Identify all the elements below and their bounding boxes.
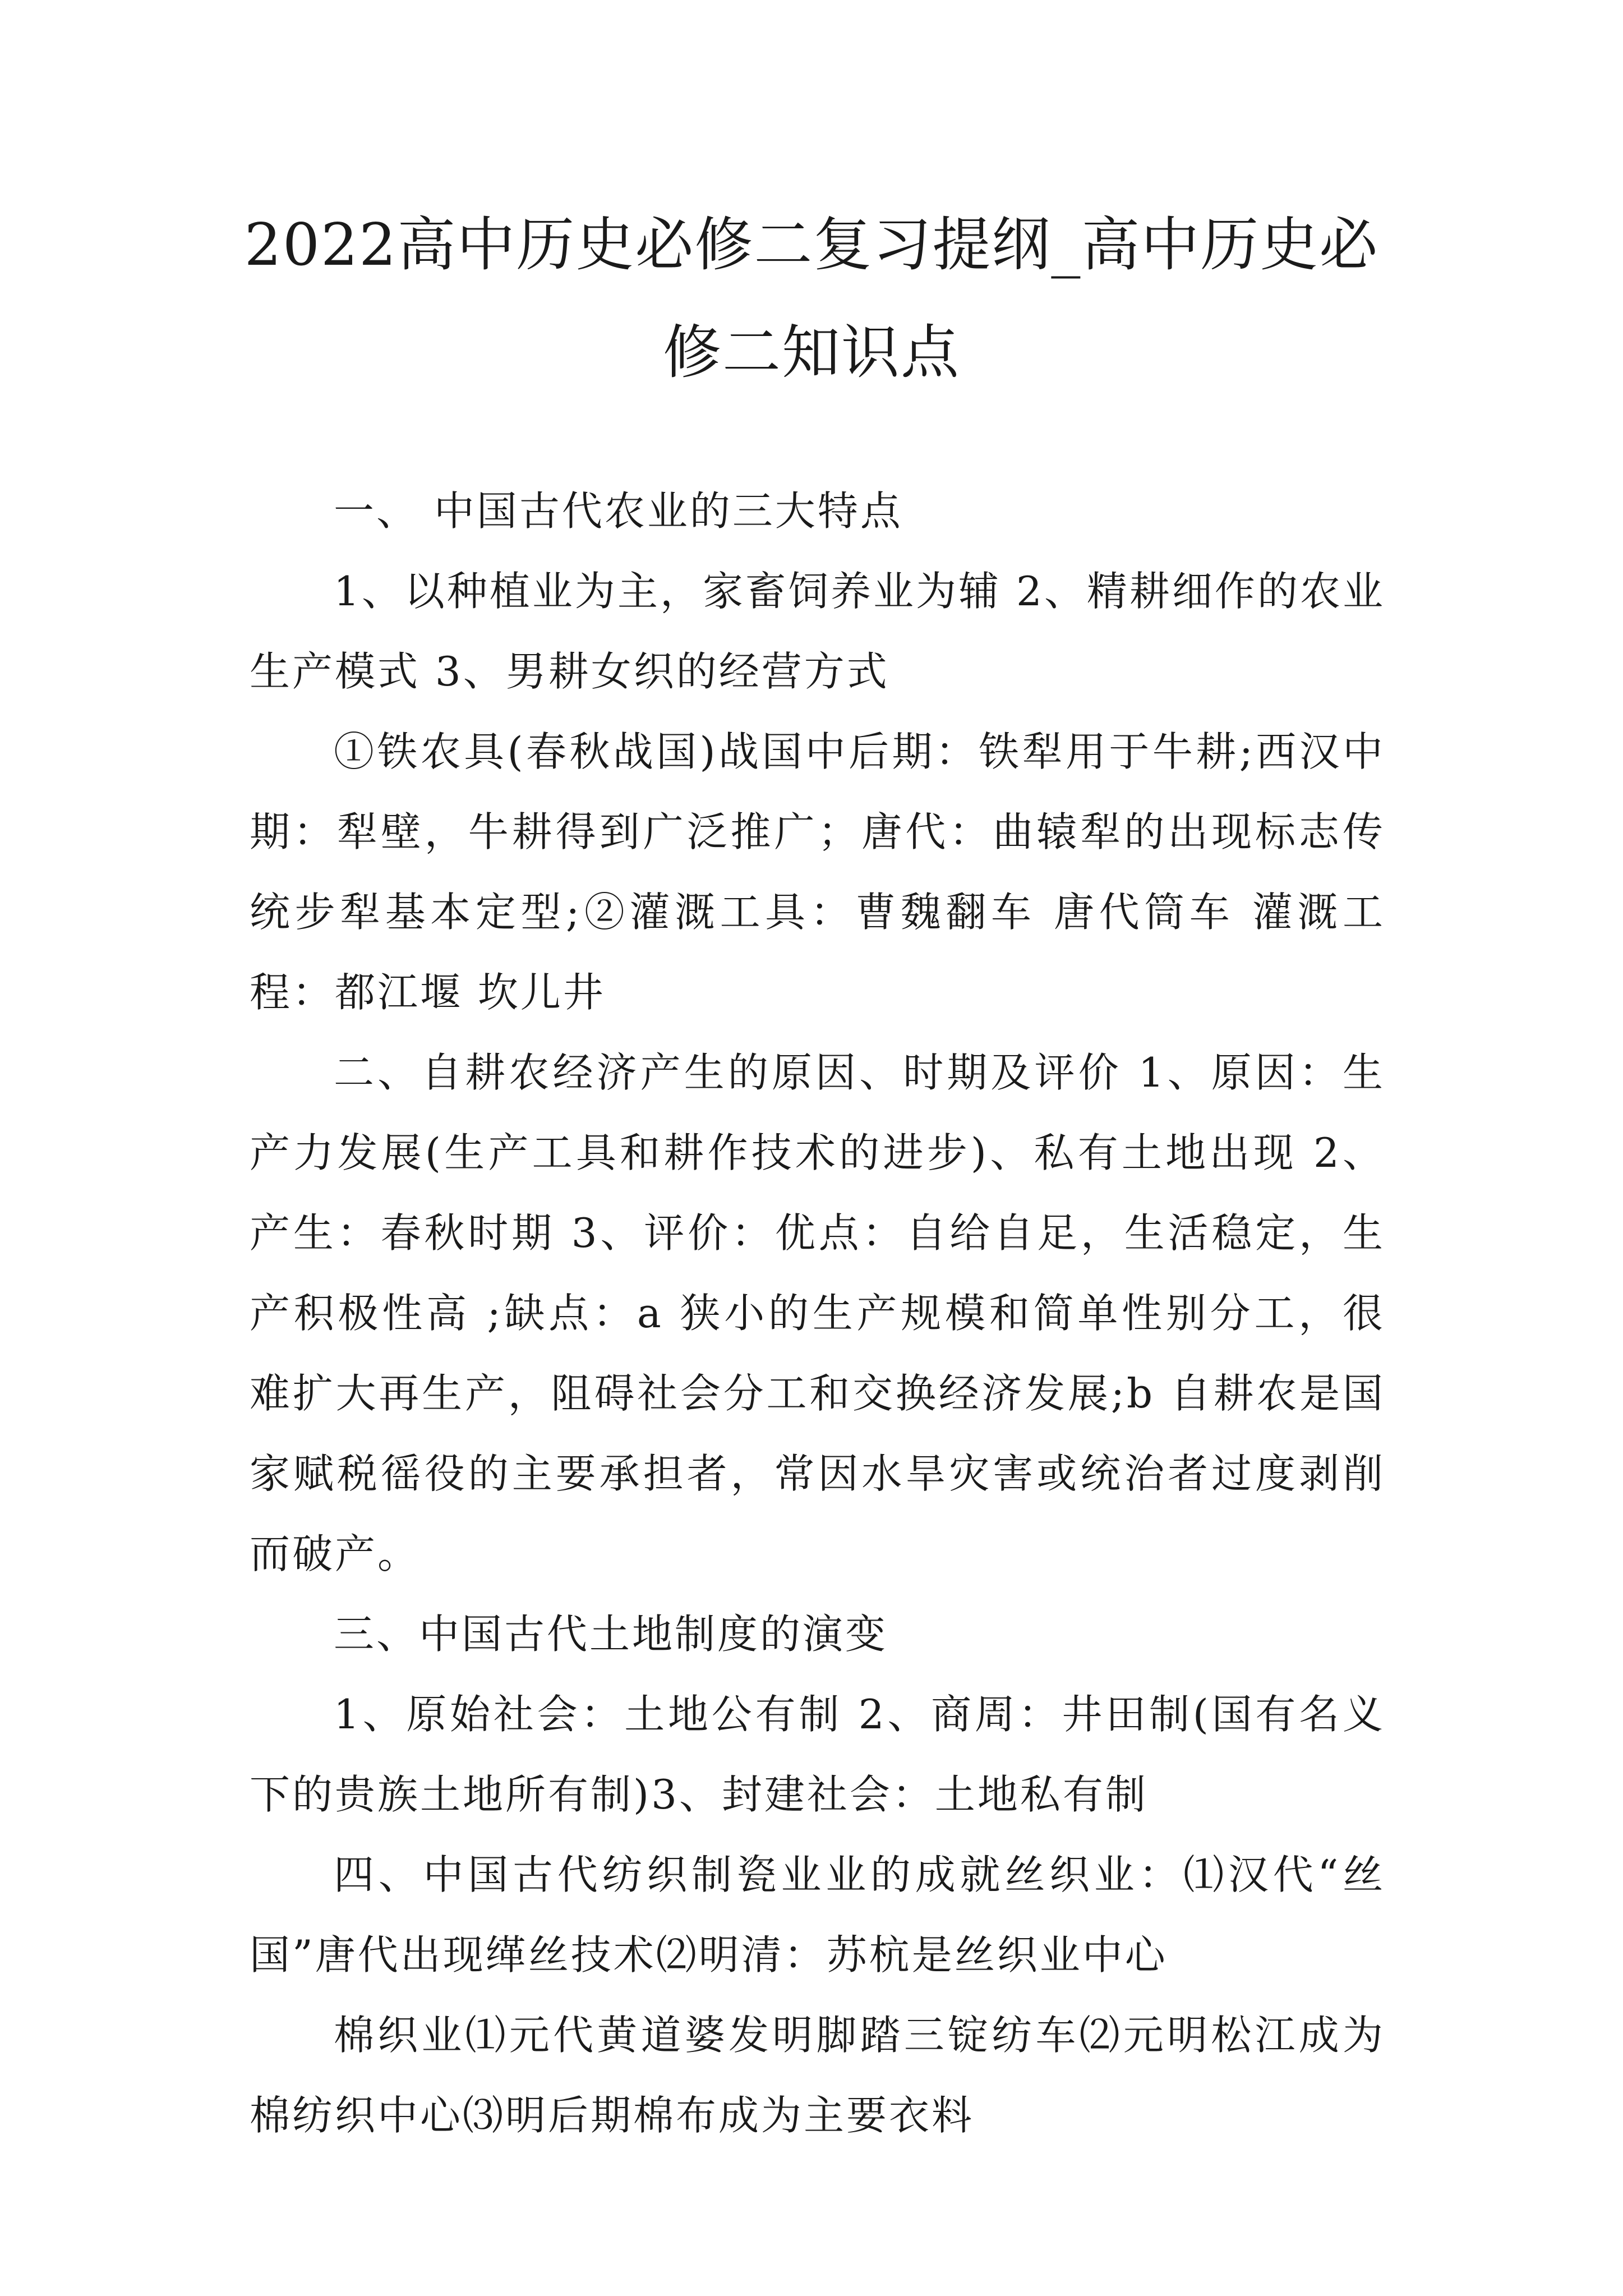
paragraph: 1、以种植业为主，家畜饲养业为辅 2、精耕细作的农业生产模式 3、男耕女织的经营方式: [250, 568, 1385, 695]
section-paragraph-4: 四、中国古代纺织制瓷业业的成就丝织业：⑴汉代“丝国”唐代出现缂丝技术⑵明清：苏杭是丝织业中心: [250, 1851, 1385, 1978]
section-heading-1: 一、 中国古代农业的三大特点: [334, 487, 903, 535]
paragraph: ①铁农具(春秋战国)战国中后期：铁犁用于牛耕;西汉中期：犁壁，牛耕得到广泛推广；唐代：曲辕犁的出现标志传统步犁基本定型;②灌溉工具：曹魏翻车 唐代筒车 灌溉工程：都江堰 坎儿井: [250, 728, 1385, 1016]
paragraph: 棉织业⑴元代黄道婆发明脚踏三锭纺车⑵元明松江成为棉纺织中心⑶明后期棉布成为主要衣料: [250, 2012, 1385, 2139]
paragraph: 1、原始社会：土地公有制 2、商周：井田制(国有名义下的贵族土地所有制)3、封建社会：土地私有制: [250, 1691, 1385, 1818]
section-paragraph-2: 二、自耕农经济产生的原因、时期及评价 1、原因：生产力发展(生产工具和耕作技术的进步)、私有土地出现 2、产生：春秋时期 3、评价：优点：自给自足，生活稳定，生产积极性高 ;缺点：a 狭小的生产规模和简单性别分工，很难扩大再生产，阻碍社会分工和交换经济发展;b 自耕农是国家赋税徭役的主要承担者，常因水旱灾害或统治者过度剥削而破产。: [250, 1049, 1385, 1577]
section-heading-3: 三、中国古代土地制度的演变: [334, 1611, 888, 1658]
document-body: [250, 471, 1385, 2156]
document-title: 2022高中历史必修二复习提纲_高中历史必修二知识点: [244, 210, 1379, 386]
